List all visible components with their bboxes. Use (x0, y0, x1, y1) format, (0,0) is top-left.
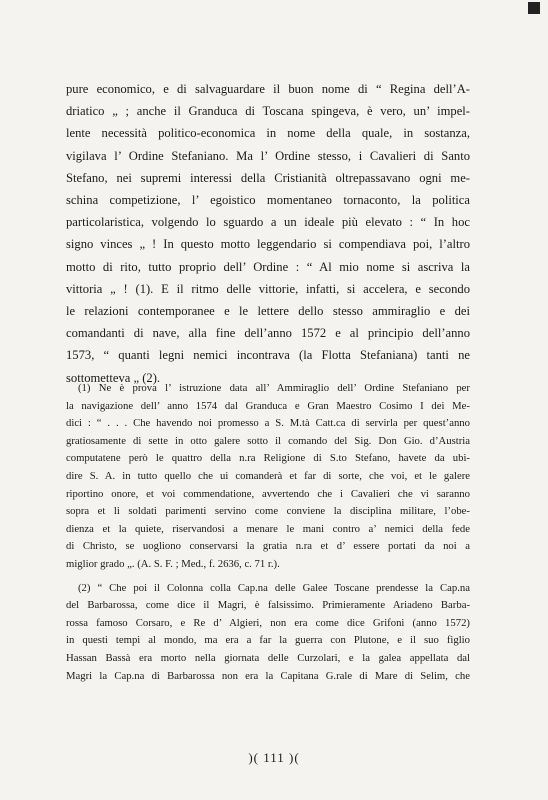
body-line: signo vinces „ ! In questo motto leggendario si compendiava poi, l’altro (66, 237, 470, 252)
footnote-line: gratiosamente di sette in otto galere sotto il comando del Sig. Don Gio. d’Austria (66, 434, 470, 447)
footnote-line: sopra et li soldati parimenti servino come conviene la disciplina militare, l’obe- (66, 505, 470, 518)
body-line: lente necessità politico-economica in nome della quale, in sostanza, (66, 126, 470, 141)
body-line: 1573, “ quanti legni nemici incontrava (la Flotta Stefaniana) tanti ne (66, 348, 470, 363)
footnote-line: di Christo, se uogliono conservarsi la gratia n.ra et d’ essere portati da noi a (66, 540, 470, 553)
footnote-1 (66, 380, 470, 574)
body-line: driatico „ ; anche il Granduca di Toscana spingeva, è vero, un’ impel- (66, 104, 470, 119)
body-text (66, 78, 470, 389)
body-line: vigilava l’ Ordine Stefaniano. Ma l’ Ordine stesso, i Cavalieri di Santo (66, 148, 470, 163)
body-line: schina competizione, l’ egoistico momentaneo tornaconto, la politica (66, 193, 470, 208)
scan-corner-mark (528, 2, 540, 14)
footnote-line: computatene però le quattro della n.ra Religione di S.to Stefano, havete da ubi- (66, 452, 470, 465)
footnote-line: riportino onore, et voi commendatione, avvertendo che i Cavalieri che vi saranno (66, 487, 470, 500)
footnotes (66, 380, 470, 685)
body-line: pure economico, e di salvaguardare il buon nome di “ Regina dell’A- (66, 82, 470, 96)
footnote-line: la navigazione dell’ anno 1574 dal Granduca e Gran Maestro Cosimo I dei Me- (66, 399, 470, 412)
body-line: vittoria „ ! (1). E il ritmo delle vittorie, infatti, si accelera, e secondo (66, 281, 470, 296)
page-number: )( 111 )( (248, 750, 300, 765)
footnote-line: miglior grado „. (A. S. F. ; Med., f. 2636, c. 71 r.). (66, 557, 280, 570)
footnote-line: dire S. A. in tutto quello che ui comanderà et far di sorte, che voi, et le galere (66, 469, 470, 482)
body-line: particolaristica, volgendo lo sguardo a un ideale più elevato : “ In hoc (66, 215, 470, 230)
footnote-line: (1) Ne è prova l’ istruzione data all’ Ammiraglio dell’ Ordine Stefaniano per (78, 382, 470, 394)
body-line: Stefano, nei supremi interessi della Cristianità oltrepassavano ogni me- (66, 170, 470, 185)
footnote-line: del Barbarossa, come dice il Magri, è falsissimo. Primieramente Ariadeno Barba- (66, 599, 470, 612)
footnote-line: dienza et la quiete, riservandosi a menare le mani contro a’ nemici della fede (66, 522, 470, 535)
body-line: comandanti di nave, alla fine dell’anno 1572 e al principio dell’anno (66, 326, 470, 341)
footnote-line: in questi tempi al mondo, ma era a far la guerra con Plutone, e il suo figlio (66, 634, 470, 647)
body-line: le relazioni contemporanee e le lettere dello stesso ammiraglio e dei (66, 304, 470, 319)
footnote-2 (66, 580, 470, 686)
footnote-line: Hassan Bassà era morto nella giornata delle Curzolari, e la galea appellata dal (66, 651, 470, 664)
body-line: motto di rito, tutto proprio dell’ Ordine : “ Al mio nome si ascriva la (66, 259, 470, 274)
footnote-line: dici : “ . . . Che havendo noi promesso a S. M.tà Catt.ca di servirla per quest’anno (66, 417, 470, 430)
footnote-line: Magri la Cap.na di Barbarossa non era la Capitana G.rale di Mare di Selim, che (66, 669, 470, 682)
footnote-line: (2) “ Che poi il Colonna colla Cap.na delle Galee Toscane prendesse la Cap.na (78, 581, 470, 594)
body-line: sottometteva „ (2). (66, 370, 161, 385)
footnote-line: rossa famoso Corsaro, e Re d’ Algieri, non era come dice Grifoni (anno 1572) (66, 616, 470, 629)
